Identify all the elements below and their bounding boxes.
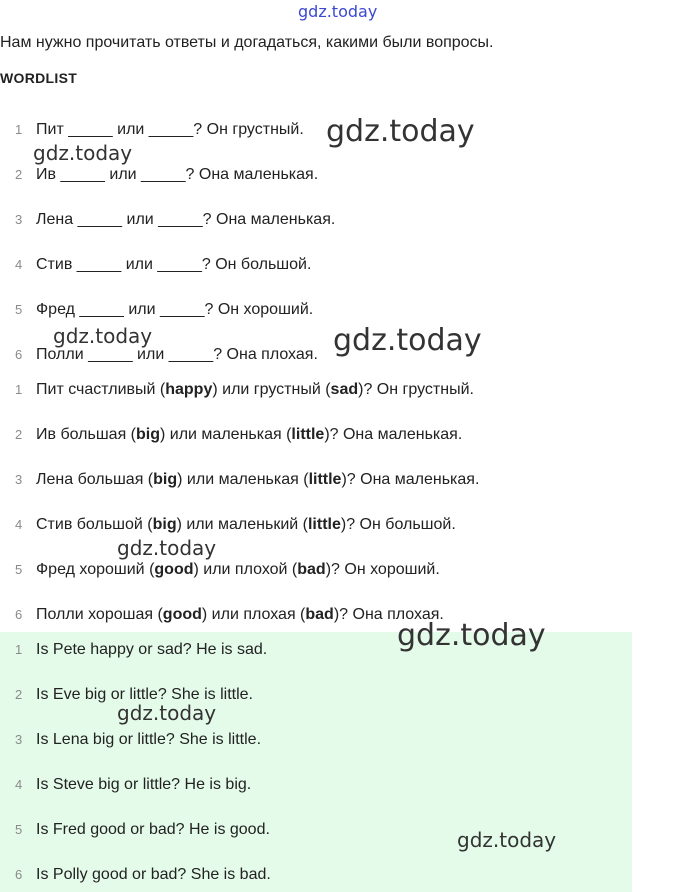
list-item: [0, 423, 632, 447]
list-item: [0, 468, 632, 492]
english-word: bad: [305, 606, 334, 623]
item-text: Пит _____ или _____? Он грустный.: [36, 121, 304, 138]
list-item: [0, 728, 632, 752]
watermark-top: gdz.today: [298, 2, 378, 21]
watermark: gdz.today: [33, 141, 133, 165]
item-number: 6: [15, 347, 23, 362]
item-text: Is Pete happy or sad? He is sad.: [36, 641, 268, 658]
item-number: 4: [15, 517, 23, 532]
english-word: big: [152, 516, 177, 533]
list-item: [0, 558, 632, 582]
item-text: Лена _____ или _____? Она маленькая.: [36, 211, 336, 228]
wordlist-heading: WORDLIST: [0, 70, 78, 86]
english-word: little: [307, 516, 341, 533]
english-word: good: [162, 606, 202, 623]
item-number: 2: [15, 167, 23, 182]
watermark: gdz.today: [326, 114, 475, 149]
item-number: 2: [15, 427, 23, 442]
watermark: gdz.today: [457, 828, 557, 852]
watermark: gdz.today: [333, 323, 482, 358]
item-text: Стив большой (big) или маленький (little)? Он большой.: [36, 516, 456, 533]
item-text: Is Eve big or little? She is little.: [36, 686, 253, 703]
item-number: 6: [15, 867, 23, 882]
item-number: 1: [15, 642, 23, 657]
item-text: Фред _____ или _____? Он хороший.: [36, 301, 314, 318]
english-word: sad: [330, 381, 359, 398]
list-item: [0, 163, 632, 187]
list-item: [0, 513, 632, 537]
item-text: Полли _____ или _____? Она плохая.: [36, 346, 318, 363]
item-number: 3: [15, 732, 23, 747]
item-text: Is Fred good or bad? He is good.: [36, 821, 270, 838]
english-word: big: [136, 426, 160, 443]
item-text: Ив большая (big) или маленькая (little)? Она маленькая.: [36, 426, 463, 443]
english-word: big: [153, 471, 178, 488]
english-word: happy: [165, 381, 213, 398]
item-text: Is Lena big or little? She is little.: [36, 731, 262, 748]
item-number: 5: [15, 822, 23, 837]
item-text: Стив _____ или _____? Он большой.: [36, 256, 312, 273]
list-item: [0, 378, 632, 402]
item-number: 1: [15, 122, 23, 137]
list-item: [0, 118, 632, 142]
watermark: gdz.today: [53, 324, 153, 348]
item-text: Пит счастливый (happy) или грустный (sad)? Он грустный.: [36, 381, 474, 398]
item-number: 2: [15, 687, 23, 702]
item-text: Ив _____ или _____? Она маленькая.: [36, 166, 319, 183]
item-number: 4: [15, 257, 23, 272]
item-text: Полли хорошая (good) или плохая (bad)? Она плохая.: [36, 606, 444, 623]
english-word: little: [291, 426, 325, 443]
item-number: 3: [15, 212, 23, 227]
intro-text: Нам нужно прочитать ответы и догадаться, какими были вопросы.: [0, 34, 494, 51]
list-item: [0, 773, 632, 797]
item-number: 4: [15, 777, 23, 792]
item-number: 5: [15, 562, 23, 577]
item-number: 3: [15, 472, 23, 487]
list-item: [0, 208, 632, 232]
watermark: gdz.today: [117, 701, 217, 725]
watermark: gdz.today: [397, 618, 546, 653]
english-word: good: [154, 561, 194, 578]
item-text: Фред хороший (good) или плохой (bad)? Он хороший.: [36, 561, 440, 578]
item-text: Is Polly good or bad? She is bad.: [36, 866, 271, 883]
english-word: bad: [297, 561, 326, 578]
answers-highlight-panel: [0, 632, 632, 892]
list-item: [0, 298, 632, 322]
list-item: [0, 683, 632, 707]
item-number: 1: [15, 382, 23, 397]
english-word: little: [308, 471, 342, 488]
item-text: Is Steve big or little? He is big.: [36, 776, 252, 793]
item-number: 6: [15, 607, 23, 622]
item-text: Лена большая (big) или маленькая (little)? Она маленькая.: [36, 471, 480, 488]
watermark: gdz.today: [117, 536, 217, 560]
list-item: [0, 863, 632, 887]
list-item: [0, 253, 632, 277]
item-number: 5: [15, 302, 23, 317]
